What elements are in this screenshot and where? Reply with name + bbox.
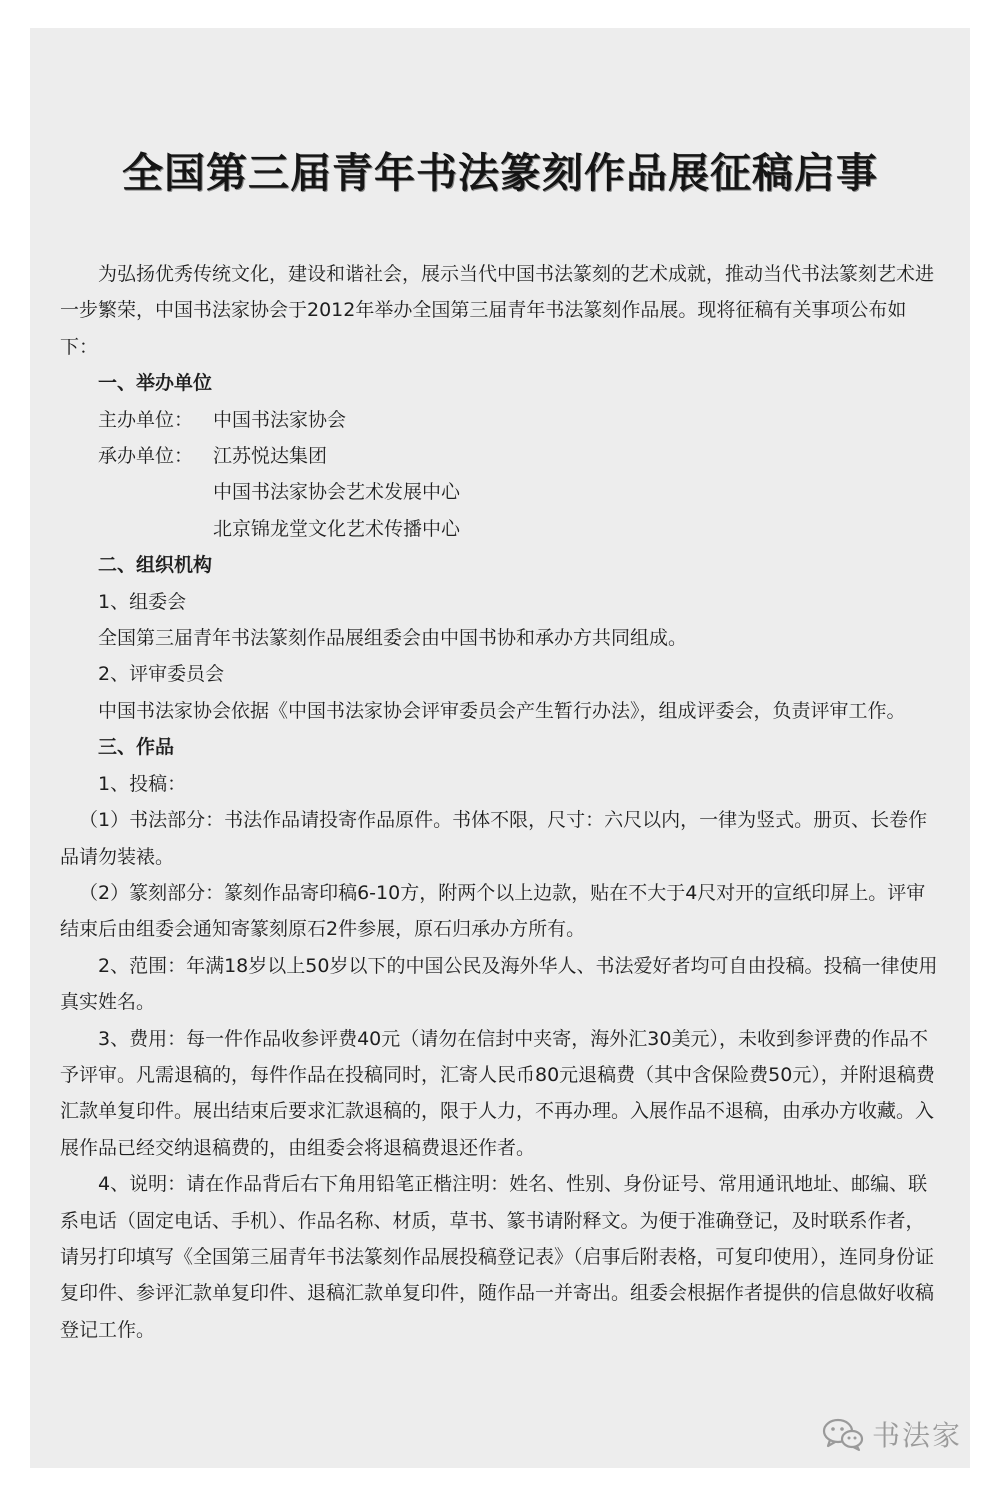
watermark-text: 书法家 [871,1419,962,1452]
document-title: 全国第三届青年书法篆刻作品展征稿启事 [122,149,878,197]
organizer-row [60,474,940,510]
scope-paragraph: 2、范围：年满18岁以上50岁以下的中国公民及海外华人、书法爱好者均可自由投稿。投稿一律使用真实姓名。 [60,954,938,1014]
wechat-icon [822,1417,864,1451]
committee-title: 1、组委会 [98,590,187,613]
fee-paragraph: 3、费用：每一件作品收参评费40元（请勿在信封中夹寄，海外汇30美元），未收到参评费的作品不予评审。凡需退稿的，每件作品在投稿同时，汇寄人民币80元退稿费（其中含保险费50元），并附退稿费汇款单复印件。展出结束后要求汇款退稿的，限于人力，不再办理。入展作品不退稿，由承办方收藏。入展作品已经交纳退稿费的，由组委会将退稿费退还作者。 [60,1027,935,1159]
organizer-value: 中国书法家协会艺术发展中心 [213,481,461,504]
section1-heading: 一、举办单位 [98,372,213,395]
organizer-label: 承办单位： [98,445,194,468]
organizer-value: 北京锦龙堂文化艺术传播中心 [213,517,461,540]
watermark [822,1414,962,1454]
host-value: 中国书法家协会 [213,408,347,431]
document-sheet [30,28,970,1468]
intro-paragraph: 为弘扬优秀传统文化，建设和谐社会，展示当代中国书法篆刻的艺术成就，推动当代书法篆刻艺术进一步繁荣，中国书法家协会于2012年举办全国第三届青年书法篆刻作品展。现将征稿有关事项公布如下： [60,263,935,358]
organizer-row [60,438,940,474]
document-body [60,256,940,1348]
committee-text: 全国第三届青年书法篆刻作品展组委会由中国书协和承办方共同组成。 [98,627,688,650]
seal-paragraph: （2）篆刻部分：篆刻作品寄印稿6-10方，附两个以上边款，贴在不大于4尺对开的宣纸印屏上。评审结束后由组委会通知寄篆刻原石2件参展，原石归承办方所有。 [60,881,926,941]
note-paragraph: 4、说明：请在作品背后右下角用铅笔正楷注明：姓名、性别、身份证号、常用通讯地址、邮编、联系电话（固定电话、手机）、作品名称、材质，草书、篆书请附释文。为便于准确登记，及时联系作者，请另打印填写《全国第三届青年书法篆刻作品展投稿登记表》（启事后附表格，可复印使用），连同身份证复印件、参评汇款单复印件、退稿汇款单复印件，随作品一并寄出。组委会根据作者提供的信息做好收稿登记工作。 [60,1173,935,1341]
submission-title: 1、投稿： [98,772,187,795]
section3-heading: 三、作品 [98,736,175,759]
section2-heading: 二、组织机构 [98,554,213,577]
jury-title: 2、评审委员会 [98,663,225,686]
organizer-row [60,511,940,547]
host-row [60,402,940,438]
jury-text: 中国书法家协会依据《中国书法家协会评审委员会产生暂行办法》，组成评委会，负责评审工作。 [98,699,906,722]
host-label: 主办单位： [98,408,194,431]
calligraphy-paragraph: （1）书法部分：书法作品请投寄作品原件。书体不限，尺寸：六尺以内，一律为竖式。册页、长卷作品请勿装裱。 [60,809,928,868]
organizer-value: 江苏悦达集团 [213,445,328,468]
